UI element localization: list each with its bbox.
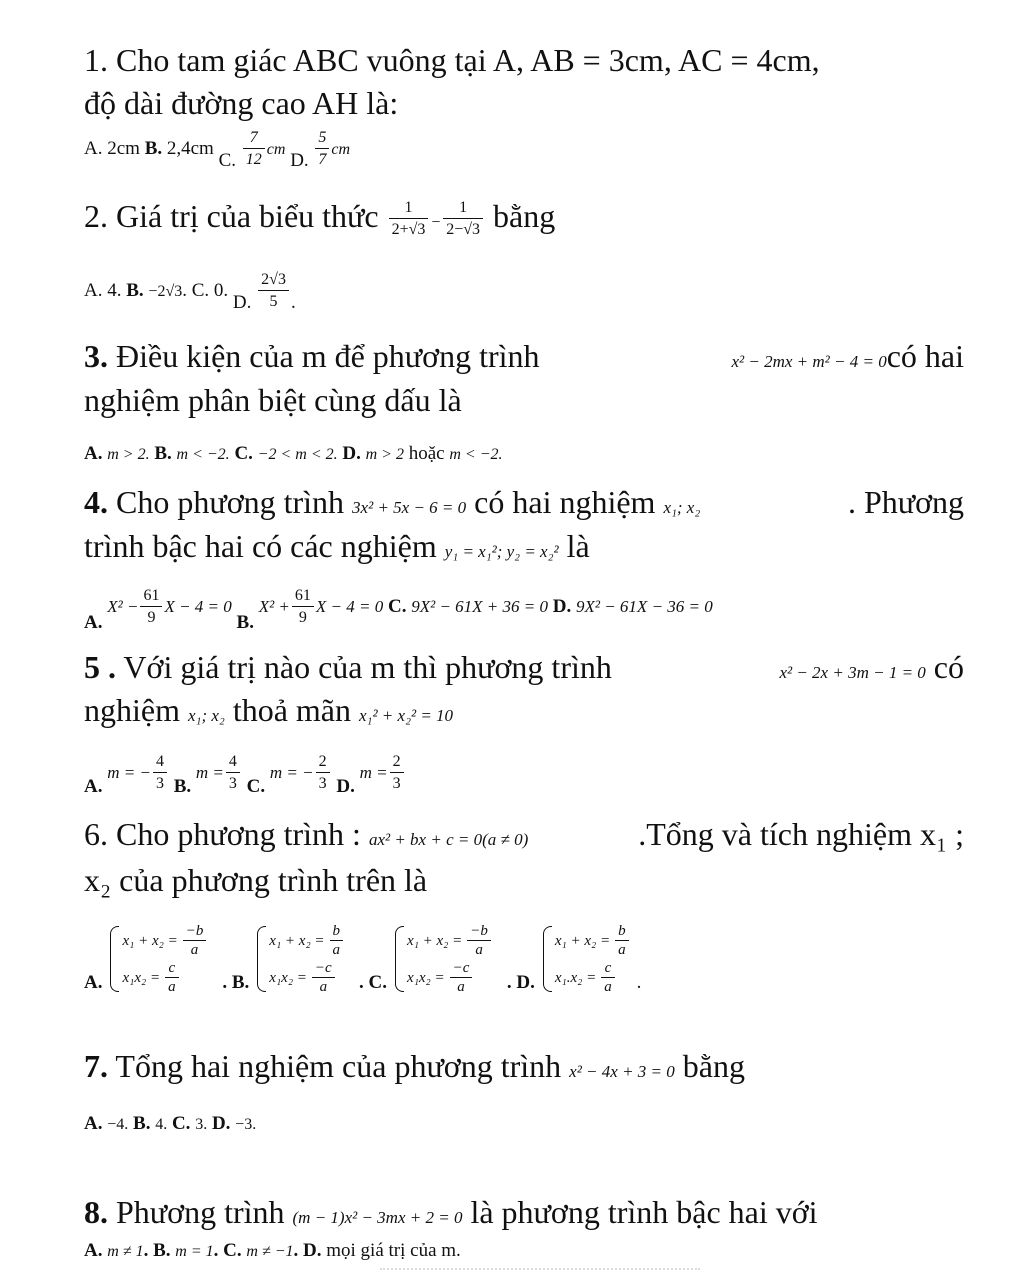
q1-stem-2: độ dài đường cao AH là: xyxy=(84,85,399,121)
q7-option-d-value: −3. xyxy=(235,1116,257,1133)
q6-c-prod: x₁x₂ = xyxy=(407,969,445,986)
q2-b-end: . xyxy=(182,279,187,301)
q5-a-denominator: 3 xyxy=(155,775,164,792)
q8-option-c-label: . C. xyxy=(213,1240,242,1261)
q1-c-denominator: 12 xyxy=(245,151,262,168)
q5-b-pre: m = xyxy=(195,762,224,782)
q6-option-b-label: . B. xyxy=(222,972,250,993)
q3-option-b-label: B. xyxy=(154,443,172,464)
q5-d-pre: m = xyxy=(359,762,388,782)
q5-stem-2: nghiệm xyxy=(84,692,180,728)
q6-option-b-system xyxy=(257,922,345,996)
q3-option-b-value: m < −2. xyxy=(176,446,230,463)
q5-b-denominator: 3 xyxy=(228,775,237,792)
q6-d-sum-num: b xyxy=(615,922,629,941)
q7-stem: Tổng hai nghiệm của phương trình xyxy=(115,1048,562,1084)
q1-c-unit: cm xyxy=(266,140,286,158)
q6-a-prod-den: a xyxy=(168,979,176,995)
q4-a-denominator: 9 xyxy=(147,609,156,626)
q2-stem-pre: 2. Giá trị của biểu thức xyxy=(84,198,379,234)
q5-stem-2-mid: thoả mãn xyxy=(232,692,351,728)
q5-a-numerator: 4 xyxy=(153,752,167,773)
q2-stem-line xyxy=(84,196,964,243)
q1-d-numerator: 5 xyxy=(315,128,329,149)
q6-d-sum-row xyxy=(555,922,631,959)
q1-option-a: A. 2cm xyxy=(84,137,140,159)
q3-option-c-label: C. xyxy=(234,443,253,464)
q5-a-pre: m = − xyxy=(107,762,151,782)
q6-b-prod-row xyxy=(269,959,345,996)
q2-option-c: C. 0. xyxy=(191,279,229,301)
q4-option-d-value: 9X² − 61X − 36 = 0 xyxy=(575,596,713,616)
q1-option-c-label: C. xyxy=(218,149,237,171)
q3-stem-line-2 xyxy=(84,380,964,420)
q1-stem-line-1 xyxy=(84,40,964,80)
q4-stem-1: Cho phương trình xyxy=(116,484,345,520)
q6-a-sum-den: a xyxy=(190,942,199,958)
q6-a-sum-row xyxy=(122,922,208,959)
q5-b-fraction xyxy=(226,752,240,795)
q7-option-c-label: C. xyxy=(171,1113,191,1134)
q2-option-a: A. 4. xyxy=(84,279,122,301)
q4-b-fraction xyxy=(292,586,314,629)
q6-option-d-label: . D. xyxy=(506,972,535,993)
q6-stem-2: x₂ của phương trình trên là xyxy=(84,862,428,898)
q5-c-fraction xyxy=(316,752,330,795)
cut-off-next-line xyxy=(380,1268,700,1279)
q6-c-sum-num: −b xyxy=(467,922,491,941)
q7-option-b-label: B. xyxy=(133,1113,151,1134)
q5-stem-1-end: có xyxy=(933,649,964,685)
q6-stem-1: 6. Cho phương trình : xyxy=(84,816,361,852)
q6-b-prod-num: −c xyxy=(312,959,335,978)
q6-b-sum: x₁ + x₂ = xyxy=(269,932,325,949)
q8-option-a-label: A. xyxy=(84,1240,103,1261)
q7-option-a-value: −4. xyxy=(107,1116,129,1133)
q4-option-c-value: 9X² − 61X + 36 = 0 xyxy=(411,596,548,616)
q2-option-b-label: B. xyxy=(126,279,144,301)
q6-d-prod: x₁.x₂ = xyxy=(554,969,597,986)
q6-option-c-label: . C. xyxy=(359,972,388,993)
q2-d-denominator: 5 xyxy=(269,293,278,310)
q6-b-prod: x₁x₂ = xyxy=(269,969,307,986)
q2-stem-post: bằng xyxy=(493,198,556,234)
q5-options xyxy=(84,752,964,795)
q4-b-post: X − 4 = 0 xyxy=(315,596,384,616)
q6-c-prod-row xyxy=(407,959,493,996)
q6-d-sum-den: a xyxy=(618,942,626,958)
q2-option-b-value: −2√3 xyxy=(148,282,183,300)
q6-a-sum-num: −b xyxy=(183,922,207,941)
q3-option-a-value: m > 2. xyxy=(107,446,150,463)
q6-a-prod-num: c xyxy=(165,959,179,978)
q4-a-numerator: 61 xyxy=(140,586,162,607)
q4-option-a-label: A. xyxy=(84,611,103,633)
q5-d-fraction xyxy=(390,752,404,795)
q2-d-end: . xyxy=(290,291,296,313)
q2-option-d-fraction xyxy=(258,270,289,313)
q8-option-a-value: m ≠ 1 xyxy=(107,1243,144,1260)
q6-c-sum-row xyxy=(407,922,493,959)
q8-equation: (m − 1)x² − 3mx + 2 = 0 xyxy=(292,1208,463,1227)
q2-f1-numerator: 1 xyxy=(389,198,429,219)
q2-fraction-2 xyxy=(443,198,483,241)
q8-option-b-label: . B. xyxy=(143,1240,171,1261)
q6-option-d-system xyxy=(543,922,631,996)
q6-c-prod-num: −c xyxy=(450,959,473,978)
q6-d-prod-num: c xyxy=(601,959,615,978)
q3-option-d-value-2: m < −2. xyxy=(449,446,503,463)
q5-roots: x₁; x₂ xyxy=(187,706,225,725)
q4-b-denominator: 9 xyxy=(298,609,307,626)
q3-stem-2: nghiệm phân biệt cùng dấu là xyxy=(84,382,462,418)
q4-b-pre: X² + xyxy=(258,596,290,616)
q6-b-sum-num: b xyxy=(330,922,344,941)
q4-option-c-label: C. xyxy=(387,595,407,617)
q5-d-denominator: 3 xyxy=(392,775,401,792)
q4-stem-2: trình bậc hai có các nghiệm xyxy=(84,528,437,564)
q5-equation: x² − 2x + 3m − 1 = 0 xyxy=(779,663,926,682)
q8-option-d-label: . D. xyxy=(293,1240,322,1261)
q8-option-d-value: mọi giá trị của m. xyxy=(326,1240,461,1261)
q2-options xyxy=(84,270,964,313)
q4-a-fraction xyxy=(140,586,162,629)
q2-f2-denominator: 2−√3 xyxy=(446,221,480,239)
q5-option-b-label: B. xyxy=(173,775,192,797)
q6-a-prod-row xyxy=(122,959,208,996)
q3-option-d-hoac: hoặc xyxy=(408,443,445,464)
q6-stem-1-end: .Tổng và tích nghiệm x₁ ; xyxy=(638,816,964,852)
q6-option-a-label: A. xyxy=(84,972,103,993)
q3-option-d-value: m > 2 xyxy=(365,446,404,463)
q4-number: 4. xyxy=(84,484,108,520)
q6-equation: ax² + bx + c = 0(a ≠ 0) xyxy=(368,830,529,849)
q3-equation: x² − 2mx + m² − 4 = 0 xyxy=(731,352,887,371)
q8-option-b-value: m = 1 xyxy=(175,1243,214,1260)
q4-stem-1-mid: có hai nghiệm xyxy=(474,484,656,520)
q1-option-b-value: 2,4cm xyxy=(166,137,214,159)
q1-stem-1: 1. Cho tam giác ABC vuông tại A, AB = 3cm, AC = 4cm, xyxy=(84,42,820,78)
q6-d-sum: x₁ + x₂ = xyxy=(554,932,611,949)
q4-stem-1-end: . Phương xyxy=(847,484,964,520)
q4-a-pre: X² − xyxy=(107,596,139,616)
q5-stem-line-1 xyxy=(84,647,964,693)
q5-a-fraction xyxy=(153,752,167,795)
q7-equation: x² − 4x + 3 = 0 xyxy=(569,1062,675,1081)
q5-b-numerator: 4 xyxy=(226,752,240,773)
q6-c-sum-den: a xyxy=(475,942,483,958)
q6-a-sum: x₁ + x₂ = xyxy=(122,932,178,949)
q5-stem-1: Với giá trị nào của m thì phương trình xyxy=(123,649,612,685)
q7-number: 7. xyxy=(84,1048,108,1084)
q7-options xyxy=(84,1111,964,1138)
q8-options xyxy=(84,1238,964,1265)
q1-d-denominator: 7 xyxy=(318,151,327,168)
q2-f2-numerator: 1 xyxy=(443,198,483,219)
q3-stem-1-end: có hai xyxy=(886,338,964,374)
q7-option-a-label: A. xyxy=(84,1113,103,1134)
q2-d-numerator: 2√3 xyxy=(258,270,289,291)
q5-c-pre: m = − xyxy=(269,762,314,782)
q5-stem-line-2 xyxy=(84,690,964,736)
q1-d-unit: cm xyxy=(331,140,351,158)
q6-c-prod-den: a xyxy=(457,979,465,995)
q1-option-d-fraction xyxy=(315,128,329,171)
q3-option-d-label: D. xyxy=(342,443,361,464)
q6-option-c-system xyxy=(395,922,493,996)
q5-c-numerator: 2 xyxy=(316,752,330,773)
q6-stem-line-2 xyxy=(84,860,964,900)
q4-stem-line-1 xyxy=(84,482,964,528)
q6-options xyxy=(84,922,964,996)
q4-a-post: X − 4 = 0 xyxy=(164,596,232,616)
q8-stem-end: là phương trình bậc hai với xyxy=(470,1194,818,1230)
q7-option-d-label: D. xyxy=(211,1113,231,1134)
q6-d-end: . xyxy=(636,972,642,993)
q6-b-sum-row xyxy=(269,922,345,959)
q4-option-b-label: B. xyxy=(236,611,254,633)
q3-number: 3. xyxy=(84,338,108,374)
q1-option-d-label: D. xyxy=(290,149,309,171)
q1-options xyxy=(84,128,964,171)
q8-option-c-value: m ≠ −1 xyxy=(246,1243,294,1260)
q7-option-c-value: 3. xyxy=(195,1116,208,1133)
q6-d-prod-row xyxy=(555,959,631,996)
q4-new-roots: y₁ = x₁²; y₂ = x₂² xyxy=(444,542,559,561)
q2-fraction-1 xyxy=(389,198,429,241)
q2-f1-denominator: 2+√3 xyxy=(391,221,426,239)
q8-stem: Phương trình xyxy=(116,1194,285,1230)
q7-stem-line xyxy=(84,1046,964,1092)
q7-option-b-value: 4. xyxy=(155,1116,168,1133)
q4-stem-2-end: là xyxy=(566,528,590,564)
q5-condition: x₁² + x₂² = 10 xyxy=(359,706,454,725)
q1-stem-line-2 xyxy=(84,83,964,123)
q6-a-prod: x₁x₂ = xyxy=(122,969,161,986)
q6-option-a-system xyxy=(110,922,208,996)
q3-stem-line-1 xyxy=(84,336,964,382)
q5-number: 5 . xyxy=(84,649,116,685)
q6-d-prod-den: a xyxy=(604,979,612,995)
q7-stem-end: bằng xyxy=(682,1048,745,1084)
q2-option-d-label: D. xyxy=(232,291,252,313)
q6-b-sum-den: a xyxy=(332,942,341,958)
q2-minus: − xyxy=(430,214,442,231)
q5-d-numerator: 2 xyxy=(390,752,404,773)
q3-option-a-label: A. xyxy=(84,443,103,464)
q6-b-prod-den: a xyxy=(319,979,328,995)
q5-c-denominator: 3 xyxy=(318,775,327,792)
q4-stem-line-2 xyxy=(84,526,964,572)
q4-equation: 3x² + 5x − 6 = 0 xyxy=(352,498,467,517)
q1-option-c-fraction xyxy=(243,128,265,171)
q4-option-d-label: D. xyxy=(552,595,572,617)
q4-b-numerator: 61 xyxy=(292,586,314,607)
q3-options xyxy=(84,441,964,468)
q1-option-b-label: B. xyxy=(144,137,163,159)
q3-stem-1: Điều kiện của m để phương trình xyxy=(116,338,540,374)
q8-number: 8. xyxy=(84,1194,108,1230)
q4-options xyxy=(84,586,964,633)
q6-c-sum: x₁ + x₂ = xyxy=(407,932,463,949)
q5-option-a-label: A. xyxy=(84,775,103,797)
q8-stem-line xyxy=(84,1192,964,1238)
q3-option-c-value: −2 < m < 2. xyxy=(257,446,338,463)
q4-roots: x₁; x₂ xyxy=(663,498,701,517)
q1-c-numerator: 7 xyxy=(243,128,265,149)
q6-stem-line-1 xyxy=(84,814,964,860)
q5-option-c-label: C. xyxy=(246,775,266,797)
q5-option-d-label: D. xyxy=(336,775,355,797)
